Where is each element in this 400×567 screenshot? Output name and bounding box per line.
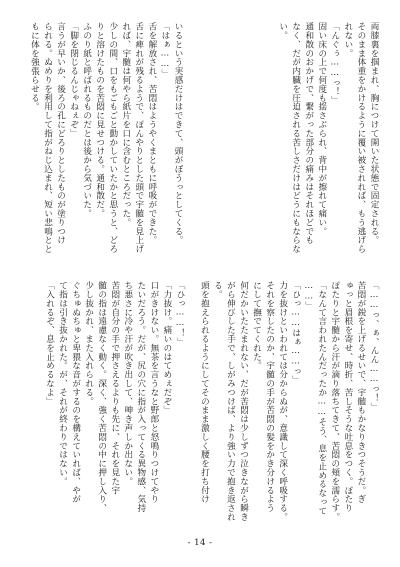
- text-line: て指は引き抜かれた。が、それが終わりではない。: [57, 281, 68, 486]
- text-line: 少しの間、口をもごもごと動かしていたかと思うと、どろ: [107, 22, 118, 254]
- text-line: ふのり紙と呼ばれるものだとは後から気づいた。: [81, 22, 92, 218]
- text-block-left-top: [29, 22, 184, 258]
- text-line: 「脚を閉じるんじゃねぇぞ」: [68, 22, 79, 138]
- text-line: 苦悶が鋭を上げるせいで、宇髄もかなりきつそうだ。ぎ: [355, 281, 366, 504]
- text-line: 言うが早いか、後ろの孔にどろりとしたものが塗りつけ: [55, 22, 66, 245]
- text-line: がら伸びした手で、しがみつけば、より強い力で抱き返され: [225, 281, 236, 522]
- text-line: い。: [277, 22, 288, 40]
- text-line: 通和散のおかげで、繋がった部分の痛みはそれほどでも: [303, 22, 314, 245]
- text-line: ぽたりと宇髄から汗が滴り落ちてきて、苦悶の頬を濡らす。: [329, 281, 340, 522]
- text-line: 「はぁ……」: [159, 22, 170, 79]
- text-line: ……」: [303, 281, 314, 311]
- text-line: それを察したのか、宇髄の手が苦悶の髪をかき分けるよう: [264, 281, 275, 513]
- text-line: 頭を抱えられるようにしてそのまま激しく腰を打ち付け: [199, 281, 210, 504]
- text-line: 固い床の上で何度も揺さぶられ、背中が擦れて痛い。: [316, 22, 327, 236]
- text-line: る。: [212, 281, 223, 299]
- text-line: 両膝裏を掴まれ、胸につけて開いた状態で固定される。: [369, 22, 379, 245]
- text-line: 少し抜かれ、また入れられる。: [83, 281, 94, 406]
- text-line: 髄の指は遠慮なく動く。深く、強く苦悶の中に押し入り、: [96, 281, 107, 513]
- text-line: れば、宇髄は何やら紙片を口に含むところだった。: [120, 22, 131, 227]
- text-line: ち悪さに冷や汗が吹き出して、呻き声しか出ない。: [122, 281, 133, 486]
- text-line: 何だかいたたまれない、だが苦悶は少しずつ泣きながら瞬き: [238, 281, 249, 522]
- text-line: 「んぐぅ……っ！」: [329, 22, 340, 105]
- text-line: 「入れるぞ、息を止めるなよ」: [44, 281, 55, 406]
- text-line: なく、だが内臓を圧迫される苦しさだけはどうにもならな: [290, 22, 301, 254]
- text-line: ゅっと眉根を寄せ、時折、苦しそうな吐息をつく。ぽたり: [342, 281, 353, 513]
- text-line: 力を抜けといわれては分からぬが、意識して深く呼吸する。: [277, 281, 288, 522]
- text-block-left-bottom: [44, 281, 186, 524]
- text-line: 「なんて言われたんだったか……そう、息を止めるなって: [316, 281, 327, 516]
- text-line: 「ひっ……はぁ……っ」: [290, 281, 301, 385]
- text-line: たいだろう。だが、尻の穴に指が入ってくる異物感、気持: [135, 281, 146, 513]
- text-line: にして撫でてくれた。: [251, 281, 262, 370]
- text-line: 「力抜け。痛いのはてめぇだぞ」: [161, 281, 172, 415]
- text-line: ぐちゅぬちゅと卑猥な音がするのを構えていれば、やが: [70, 281, 81, 504]
- text-line: いるという実感だけはできて、頭がぼうっとしてくる。: [173, 22, 183, 245]
- text-line: 苦悶が自分の手で押さえるよりも先に、それを見た宇: [109, 281, 120, 495]
- text-line: りと溶けたものを苦悶に見せつける。通和散だ。: [94, 22, 105, 218]
- text-line: もに体を強張らせる。: [29, 22, 40, 111]
- text-block-right-bottom: [199, 281, 380, 524]
- text-line: 「ひっ……！」: [175, 281, 185, 347]
- text-line: そのまま体重をかけるように覆い被されれば、もう逃げら: [355, 22, 366, 254]
- text-line: 舌に痺れが残るようで、ぽんやりとした頭で宇髄を見上げ: [133, 22, 144, 254]
- text-line: 「……っ、ぁ、んん……っ！」: [369, 281, 379, 412]
- text-block-right-top: [208, 22, 380, 258]
- text-line: れない。: [342, 22, 353, 58]
- text-line: 舌を解放され、苦悶はようやくまともに呼吸ができた。: [146, 22, 157, 245]
- text-line: られる。ぬめりを利用して指がねじ込まれ、短い悲鳴とと: [42, 22, 53, 254]
- text-line: 口がきけない。無茶を言うなと野郎と怒鳴りつけてやり: [148, 281, 159, 504]
- page-number: - 14 -: [187, 538, 213, 548]
